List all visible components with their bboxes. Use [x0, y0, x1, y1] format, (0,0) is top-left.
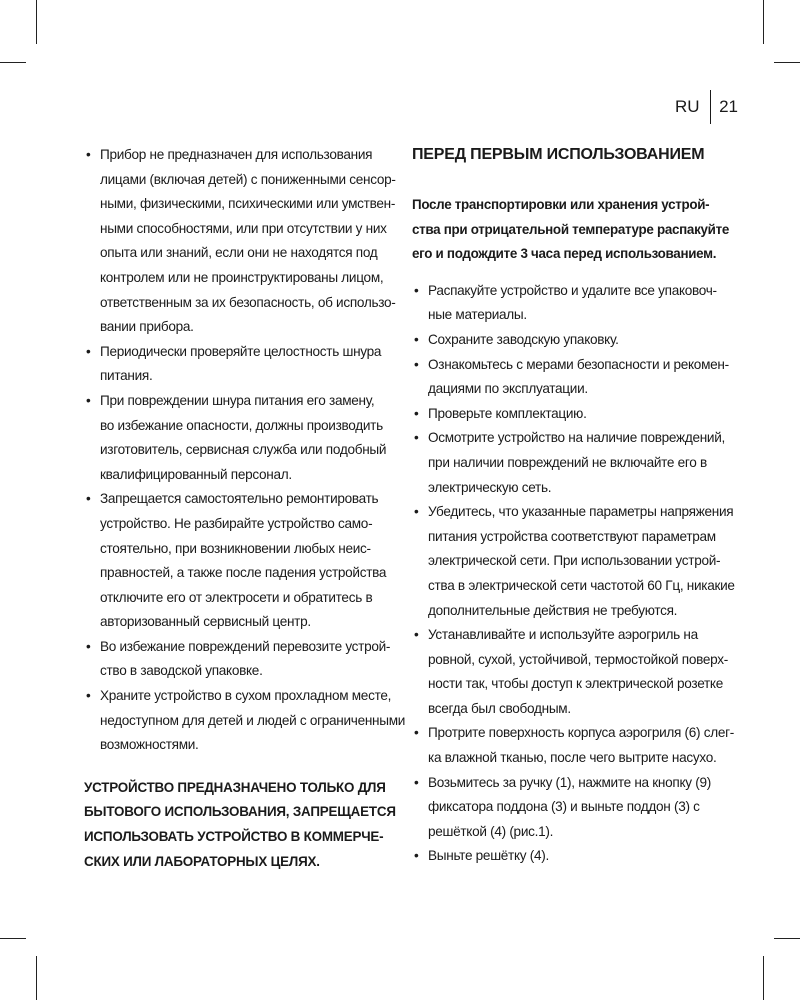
list-item-line: • При повреждении шнура питания его замену, — [100, 392, 375, 408]
list-item-line: ными способностями, или при отсутствии у них — [100, 220, 387, 236]
list-item-line: ными, физическими, психическими или умствен- — [100, 196, 396, 212]
list-item-line: устройство. Не разбирайте устройство само- — [100, 515, 373, 531]
section-heading: ПЕРЕД ПЕРВЫМ ИСПОЛЬЗОВАНИЕМ — [412, 146, 705, 163]
list-item-line: • Ознакомьтесь с мерами безопасности и рекомен- — [428, 356, 729, 372]
list-item-line: изготовитель, сервисная служба или подобный — [100, 442, 387, 458]
list-item — [84, 684, 406, 758]
list-item-line: ответственным за их безопасность, об использо- — [100, 294, 396, 310]
list-item-line: • Возьмитесь за ручку (1), нажмите на кнопку (9) — [428, 774, 711, 790]
list-item-line: опыта или знаний, если они не находятся под — [100, 245, 378, 261]
household-use-notice — [84, 776, 396, 874]
list-item-line: вании прибора. — [100, 319, 194, 335]
safety-list — [84, 143, 406, 758]
list-item-line: лицами (включая детей) с пониженными сенсор- — [100, 171, 396, 187]
list-item-line: ные материалы. — [428, 307, 527, 323]
list-item-line: • Запрещается самостоятельно ремонтировать — [100, 491, 379, 507]
list-item — [84, 143, 396, 340]
list-item-line: • Убедитесь, что указанные параметры напряжения — [428, 504, 734, 520]
intro-line: После транспортировки или хранения устрой- — [412, 197, 710, 212]
page-header — [675, 90, 738, 124]
list-item — [412, 426, 725, 500]
list-item-line: электрической сети. При использовании устрой- — [428, 553, 721, 569]
section-intro — [412, 193, 729, 267]
notice-line: УСТРОЙСТВО ПРЕДНАЗНАЧЕНО ТОЛЬКО ДЛЯ — [84, 779, 386, 795]
crop-mark-top-right-h — [774, 62, 800, 63]
list-item-line: • Прибор не предназначен для использования — [100, 147, 373, 162]
list-item — [412, 353, 729, 402]
left-column — [84, 143, 406, 874]
list-item — [84, 487, 387, 635]
right-column — [412, 143, 735, 869]
list-item-line: правностей, а также после падения устройства — [100, 565, 387, 581]
list-item-line: квалифицированный персонал. — [100, 466, 292, 482]
list-item-line: отключите его от электросети и обратитесь в — [100, 589, 373, 605]
list-item — [84, 635, 391, 684]
list-item-line: • Проверьте комплектацию. — [428, 405, 587, 421]
notice-line: ИСПОЛЬЗОВАТЬ УСТРОЙСТВО В КОММЕРЧЕ- — [84, 829, 384, 845]
list-item-line: ровной, сухой, устойчивой, термостойкой поверх- — [428, 651, 728, 667]
list-item — [412, 279, 717, 328]
list-item-line: фиксатора поддона (3) и выньте поддон (3) с — [428, 799, 700, 815]
notice-line: БЫТОВОГО ИСПОЛЬЗОВАНИЯ, ЗАПРЕЩАЕТСЯ — [84, 804, 396, 820]
list-item — [84, 389, 387, 487]
list-item — [84, 340, 384, 389]
crop-mark-bottom-right — [763, 956, 764, 1000]
list-item-line: • Устанавливайте и используйте аэрогриль на — [428, 627, 698, 643]
intro-line: ства при отрицательной температуре распакуйте — [412, 221, 729, 237]
list-item-line: • Распакуйте устройство и удалите все упаковоч- — [428, 282, 717, 298]
list-item-line: • Во избежание повреждений перевозите устрой- — [100, 638, 391, 654]
language-code: RU — [675, 97, 700, 116]
list-item-line: стоятельно, при возникновении любых неис- — [100, 540, 371, 556]
list-item-line: при наличии повреждений не включайте его в — [428, 454, 707, 470]
list-item — [412, 771, 717, 845]
list-item-line: • Протрите поверхность корпуса аэрогриля (6) слег- — [428, 725, 735, 741]
list-item-line: • Выньте решётку (4). — [428, 848, 549, 864]
list-item — [412, 402, 717, 427]
list-item-line: питания. — [100, 368, 153, 384]
notice-line: СКИХ ИЛИ ЛАБОРАТОРНЫХ ЦЕЛЯХ. — [84, 853, 320, 869]
list-item-line: ка влажной тканью, после чего вытрите насухо. — [428, 750, 717, 766]
crop-mark-top-left — [36, 0, 37, 44]
list-item-line: всегда был свободным. — [428, 700, 571, 716]
list-item-line: контролем или не проинструктированы лицом, — [100, 269, 384, 285]
list-item-line: ства в электрической сети частотой 60 Гц, никакие — [428, 577, 735, 593]
list-item-line: • Сохраните заводскую упаковку. — [428, 331, 619, 347]
list-item — [412, 844, 717, 869]
list-item-line: ности так, чтобы доступ к электрической розетке — [428, 676, 723, 692]
header-divider — [710, 90, 712, 124]
list-item-line: • Храните устройство в сухом прохладном месте, — [100, 688, 392, 704]
list-item-line: • Периодически проверяйте целостность шнура — [100, 343, 382, 359]
list-item-line: ство в заводской упаковке. — [100, 663, 263, 679]
list-item-line: • Осмотрите устройство на наличие повреждений, — [428, 430, 725, 446]
list-item — [412, 721, 735, 770]
list-item-line: дополнительные действия не требуются. — [428, 602, 678, 618]
list-item-line: во избежание опасности, должны производить — [100, 417, 383, 433]
list-item-line: возможностями. — [100, 737, 199, 753]
intro-line: его и подождите 3 часа перед использованием. — [412, 246, 717, 262]
page-number: 21 — [719, 97, 738, 116]
list-item-line: электрическую сеть. — [428, 479, 552, 495]
list-item-line: дациями по эксплуатации. — [428, 381, 588, 397]
crop-mark-bottom-left — [36, 956, 37, 1000]
crop-mark-bottom-left-h — [0, 938, 26, 939]
crop-mark-bottom-right-h — [774, 938, 800, 939]
crop-mark-top-left-h — [0, 62, 26, 63]
list-item-line: питания устройства соответствуют параметрам — [428, 528, 716, 544]
list-item — [412, 328, 717, 353]
first-use-list — [412, 279, 735, 869]
list-item-line: авторизованный сервисный центр. — [100, 614, 311, 630]
list-item-line: решёткой (4) (рис.1). — [428, 823, 554, 839]
list-item — [412, 500, 735, 623]
crop-mark-top-right — [763, 0, 764, 44]
list-item — [412, 623, 728, 721]
list-item-line: недоступном для детей и людей с ограниченными — [100, 712, 406, 728]
